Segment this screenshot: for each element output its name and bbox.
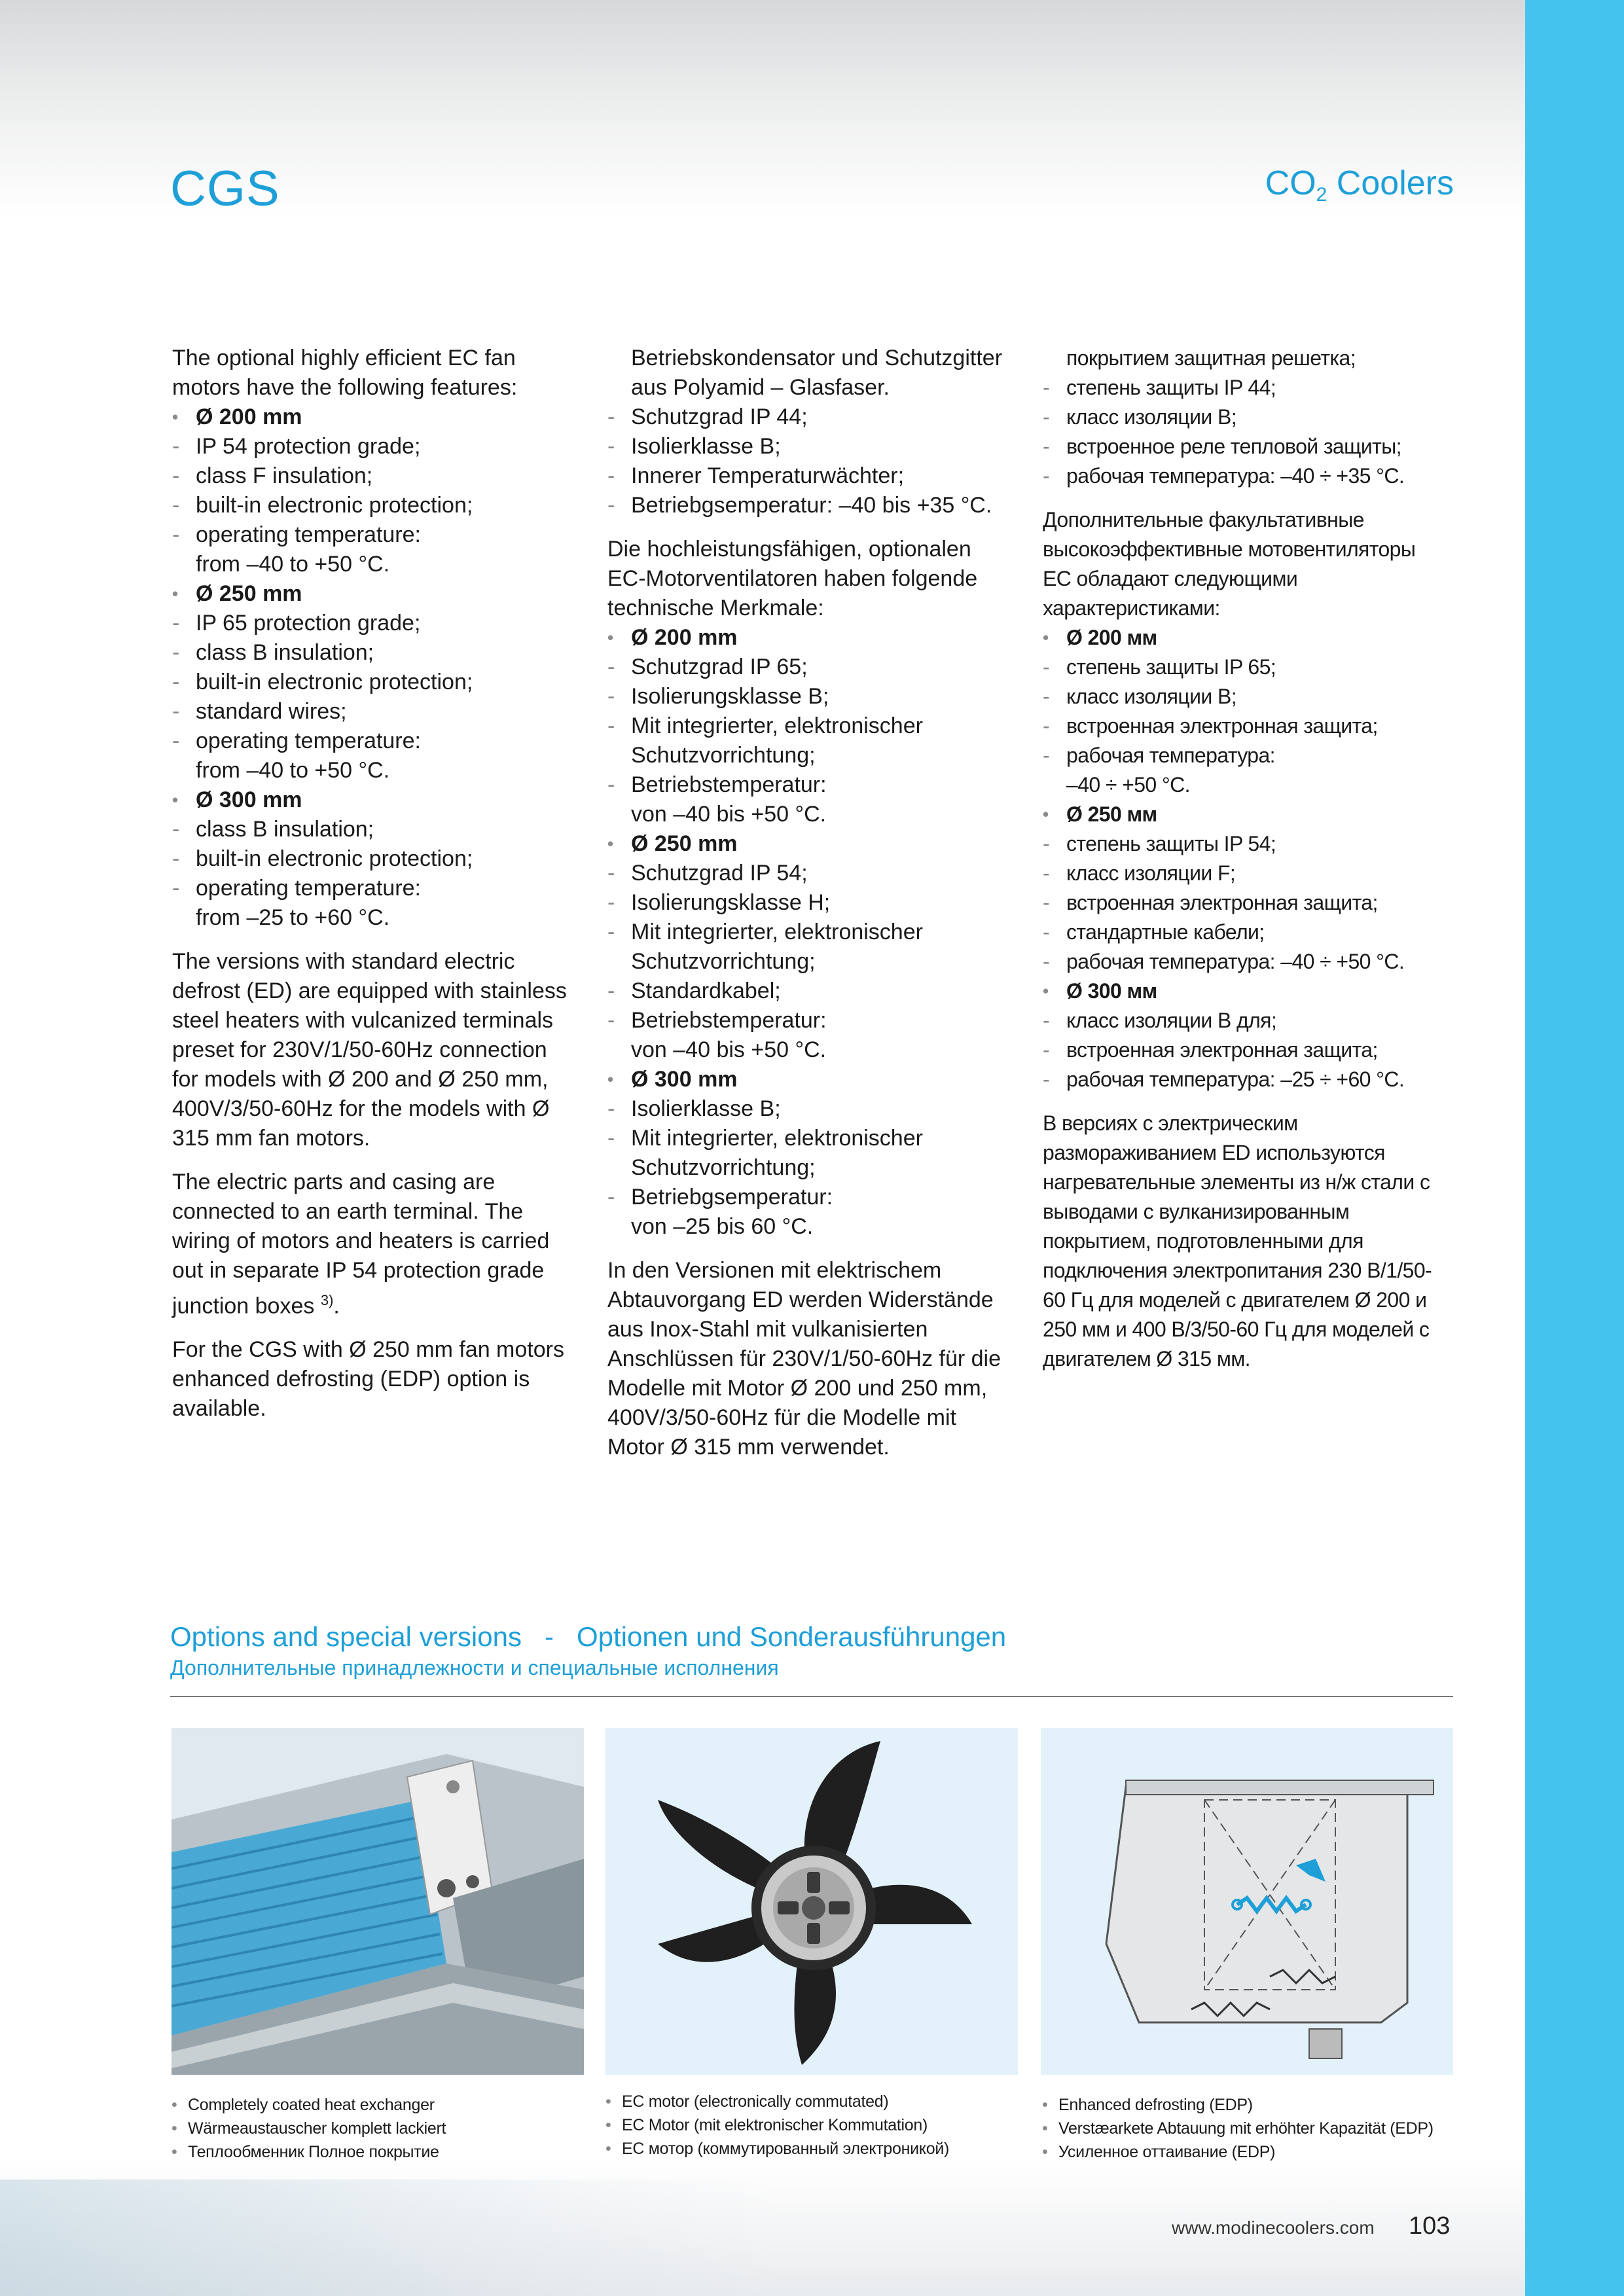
list-item-text: IP 54 protection grade;: [196, 434, 421, 459]
paragraph: In den Versionen mit elektrischem Abtauvorgang ED werden Widerstände aus Inox-Stahl mit vulkanisierten Anschlüssen für 230V/1/50-60Hz für die Modelle mit Motor Ø 200 und 250 mm, 400V/3/50-60Hz für die Modelle mit Motor Ø 315 mm verwendet.: [607, 1258, 1001, 1460]
list-item-text: Schutzgrad IP 65;: [631, 655, 808, 679]
list-item: [172, 874, 578, 903]
dash-icon: -: [172, 699, 180, 724]
list-item-text: class F insulation;: [196, 463, 373, 488]
list-item: [172, 815, 578, 844]
feature-list: [1043, 373, 1449, 491]
bullet-icon: •: [607, 1069, 614, 1089]
dash-icon: -: [607, 978, 615, 1003]
list-item: [607, 403, 1013, 432]
list-item: [1043, 859, 1449, 888]
caption-item: • Теплообменник Полное покрытие: [171, 2140, 584, 2164]
section-title-subscript: 2: [1316, 184, 1327, 206]
list-item-text: built-in electronic protection;: [196, 670, 473, 694]
defrost-diagram: [1041, 1728, 1453, 2075]
list-item: [172, 520, 578, 550]
list-item-text: Standardkabel;: [631, 978, 781, 1003]
heat-exchanger-illustration: [171, 1728, 584, 2075]
list-item-text: степень защиты IP 54;: [1066, 832, 1276, 855]
list-item: [607, 711, 1013, 741]
paragraph: The optional highly efficient EC fan motors have the following features:: [172, 346, 518, 400]
list-item: [607, 461, 1013, 491]
ec-fan-illustration: [605, 1728, 1018, 2075]
group-heading: Ø 250 mm: [196, 581, 302, 606]
dash-icon: -: [1043, 1067, 1050, 1091]
list-item: [607, 918, 1013, 947]
dash-icon: -: [1043, 1038, 1050, 1062]
dash-icon: -: [172, 493, 180, 518]
group-heading: Ø 200 мм: [1066, 626, 1157, 649]
paragraph-line: The electric parts and casing are connected to an earth terminal.: [172, 1170, 496, 1224]
list-item-text: Schutzvorrichtung;: [631, 1155, 816, 1180]
list-item-text: встроенная электронная защита;: [1066, 714, 1378, 738]
caption-item: • Verstæarkete Abtauung mit erhöhter Kapazität (EDP): [1042, 2117, 1454, 2140]
list-item-text: von –40 bis +50 °C.: [631, 802, 827, 827]
coated-heat-exchanger-image: [171, 1728, 584, 2075]
caption-item: • EC мотор (коммутированный электроникой): [605, 2137, 1018, 2161]
paragraph-line: The wiring of motors and heaters is carried out in separate IP 54 protection grade junction boxes: [172, 1199, 550, 1319]
dash-icon: -: [607, 1185, 615, 1210]
side-color-stripe: [1525, 0, 1624, 2296]
list-item-text: from –40 to +50 °C.: [196, 758, 390, 783]
bullet-icon: •: [607, 628, 614, 647]
list-item: [1043, 829, 1449, 859]
list-item: [1043, 711, 1449, 741]
list-item-text: рабочая температура:: [1066, 744, 1275, 767]
dash-icon: -: [607, 463, 615, 488]
dash-icon: -: [607, 920, 615, 944]
list-item-text: class B insulation;: [196, 640, 374, 665]
list-item-text: from –25 to +60 °C.: [196, 905, 390, 930]
bullet-icon: •: [1043, 981, 1049, 1001]
list-item: [1043, 432, 1449, 461]
dash-icon: -: [172, 611, 180, 636]
list-item-heading: [607, 1065, 1013, 1094]
dash-icon: -: [1043, 655, 1050, 679]
list-item-text: Mit integrierter, elektronischer: [631, 713, 923, 738]
caption-item: • Enhanced defrosting (EDP): [1042, 2093, 1454, 2117]
list-item: [1043, 461, 1449, 491]
dash-icon: -: [172, 728, 180, 753]
list-item-text: operating temperature:: [196, 522, 421, 547]
list-item-continuation: [172, 903, 578, 933]
paragraph-end: .: [333, 1293, 340, 1319]
list-item: [172, 432, 578, 461]
dash-icon: -: [172, 817, 180, 842]
caption-item: • Усиленное оттаивание (EDP): [1042, 2140, 1454, 2164]
dash-icon: -: [607, 493, 615, 518]
dash-icon: -: [172, 670, 180, 694]
list-item-text: –40 ÷ +50 °C.: [1066, 773, 1190, 797]
options-title: Options and special versions - Optionen und Sonderausführungen: [170, 1621, 1007, 1652]
list-item-heading: [1043, 623, 1449, 653]
dash-icon: -: [1043, 832, 1050, 855]
group-heading: Ø 200 mm: [631, 625, 738, 650]
list-item: [1043, 403, 1449, 432]
list-item-text: von –25 bis 60 °C.: [631, 1214, 814, 1239]
list-item: [172, 491, 578, 520]
dash-icon: -: [1043, 376, 1050, 399]
list-item: [1043, 1065, 1449, 1094]
list-item: [172, 697, 578, 726]
dash-icon: -: [172, 876, 180, 901]
list-item-heading: [172, 785, 578, 815]
list-item-text: класс изоляции B для;: [1066, 1009, 1277, 1032]
bullet-icon: •: [172, 407, 179, 427]
list-item-text: рабочая температура: –40 ÷ +35 °C.: [1066, 464, 1405, 488]
caption-item: • EC motor (electronically commutated): [605, 2090, 1018, 2113]
list-item-heading: [172, 579, 578, 609]
dash-icon: -: [1043, 435, 1050, 458]
list-item: [607, 770, 1013, 800]
caption-item: • Wärmeaustauscher komplett lackiert: [171, 2117, 584, 2140]
section-title-prefix: CO: [1265, 164, 1316, 202]
list-item-text: Schutzgrad IP 44;: [631, 404, 808, 429]
list-item: [1043, 373, 1449, 403]
list-item-heading: [607, 829, 1013, 859]
footer-website-link[interactable]: www.modinecoolers.com: [1172, 2217, 1375, 2238]
group-heading: Ø 300 mm: [196, 787, 302, 812]
list-item-text: Betriebgsemperatur: –40 bis +35 °C.: [631, 493, 992, 518]
list-item-continuation: [607, 1153, 1013, 1183]
dash-icon: -: [607, 1096, 615, 1121]
list-item-heading: [607, 623, 1013, 653]
list-item: [172, 844, 578, 874]
dash-icon: -: [607, 1008, 615, 1033]
dash-icon: -: [607, 404, 615, 429]
list-item: [607, 1183, 1013, 1212]
feature-list: [172, 403, 578, 933]
list-item: [172, 726, 578, 756]
list-item-text: Innerer Temperaturwächter;: [631, 463, 905, 488]
list-item-text: IP 65 protection grade;: [196, 611, 421, 636]
dash-icon: -: [607, 861, 615, 886]
list-item-text: Mit integrierter, elektronischer: [631, 1126, 923, 1151]
caption-list: [605, 2090, 1018, 2161]
group-heading: Ø 250 mm: [631, 831, 738, 856]
dash-icon: -: [607, 655, 615, 679]
caption-item: • Completely coated heat exchanger: [171, 2093, 584, 2117]
list-continuation: покрытием защитная решетка;: [1066, 346, 1356, 370]
column-russian: [1043, 344, 1449, 1388]
section-title-suffix: Coolers: [1327, 164, 1454, 202]
list-item-heading: [1043, 800, 1449, 829]
dash-icon: -: [1043, 744, 1050, 767]
paragraph: Дополнительные факультативные высокоэффективные мотовентиляторы EC обладают следующими характеристиками:: [1043, 508, 1416, 620]
list-item-text: класс изоляции F;: [1066, 861, 1236, 885]
list-item-text: Schutzgrad IP 54;: [631, 861, 808, 886]
list-item-text: operating temperature:: [196, 876, 421, 901]
bullet-icon: •: [172, 584, 179, 603]
feature-list: [607, 403, 1013, 520]
column-english: [172, 344, 578, 1438]
options-subtitle: Дополнительные принадлежности и специальные исполнения: [170, 1656, 779, 1679]
list-item: [607, 491, 1013, 520]
caption-item: • EC Motor (mit elektronischer Kommutation): [605, 2113, 1018, 2137]
feature-list: [607, 623, 1013, 1242]
dash-icon: -: [1043, 464, 1050, 488]
list-item: [1043, 741, 1449, 770]
list-item: [172, 609, 578, 638]
list-item-continuation: [607, 741, 1013, 770]
list-item: [1043, 653, 1449, 682]
list-item-text: класс изоляции B;: [1066, 405, 1237, 429]
list-item-continuation: [607, 800, 1013, 829]
list-item-text: built-in electronic protection;: [196, 493, 473, 518]
section-divider: [170, 1696, 1453, 1697]
list-item-text: from –40 to +50 °C.: [196, 552, 390, 577]
bullet-icon: •: [172, 790, 179, 810]
list-item-text: Mit integrierter, elektronischer: [631, 920, 923, 944]
list-item: [607, 653, 1013, 682]
list-item-text: class B insulation;: [196, 817, 374, 842]
list-item: [607, 859, 1013, 888]
footer-photo-fade: [0, 2179, 772, 2296]
dash-icon: -: [172, 463, 180, 488]
dash-icon: -: [607, 684, 615, 709]
dash-icon: -: [1043, 861, 1050, 885]
paragraph: [172, 1168, 578, 1321]
dash-icon: -: [172, 434, 180, 459]
dash-icon: -: [607, 1126, 615, 1151]
bullet-icon: •: [607, 834, 614, 853]
group-heading: Ø 250 мм: [1066, 802, 1157, 826]
list-item-continuation: [607, 1212, 1013, 1242]
paragraph: The versions with standard electric defrost (ED) are equipped with stainless steel heaters with vulcanized terminals preset for 230V/1/50-60Hz connection for models with Ø 200 and Ø 250 mm, 400V/3/50-60Hz for the models with Ø 315 mm fan motors.: [172, 949, 567, 1151]
list-item-continuation: [172, 550, 578, 579]
list-item-text: встроенная электронная защита;: [1066, 1038, 1378, 1062]
bullet-icon: •: [1043, 804, 1049, 824]
list-item-text: standard wires;: [196, 699, 347, 724]
list-item: [172, 461, 578, 491]
paragraph: Die hochleistungsfähigen, optionalen EC-Motorventilatoren haben folgende technische Merkmale:: [607, 537, 978, 620]
list-item-text: рабочая температура: –25 ÷ +60 °C.: [1066, 1067, 1405, 1091]
list-item-text: стандартные кабели;: [1066, 920, 1265, 944]
bullet-icon: •: [1043, 628, 1049, 647]
caption-list: [1042, 2093, 1454, 2164]
list-item-heading: [172, 403, 578, 432]
list-item: [607, 888, 1013, 918]
group-heading: Ø 200 mm: [196, 404, 302, 429]
list-item-text: степень защиты IP 65;: [1066, 655, 1276, 679]
list-item: [1043, 1035, 1449, 1065]
list-item: [1043, 888, 1449, 918]
list-item: [1043, 1006, 1449, 1035]
list-item-continuation: [172, 756, 578, 785]
enhanced-defrosting-image: [1041, 1728, 1453, 2075]
list-item-text: рабочая температура: –40 ÷ +50 °C.: [1066, 950, 1405, 973]
list-item: [607, 977, 1013, 1006]
list-item: [1043, 947, 1449, 977]
list-item: [607, 1094, 1013, 1124]
dash-icon: -: [1043, 685, 1050, 708]
list-item-text: von –40 bis +50 °C.: [631, 1037, 827, 1062]
dash-icon: -: [1043, 950, 1050, 973]
dash-icon: -: [1043, 891, 1050, 914]
list-item-text: Schutzvorrichtung;: [631, 743, 816, 768]
list-item-text: встроенная электронная защита;: [1066, 891, 1378, 914]
list-item: [1043, 682, 1449, 711]
caption-list: [171, 2093, 584, 2164]
list-item-text: степень защиты IP 44;: [1066, 376, 1276, 399]
list-item-continuation: [607, 947, 1013, 977]
footnote-marker: 3): [320, 1292, 334, 1308]
dash-icon: -: [172, 846, 180, 871]
paragraph: For the CGS with Ø 250 mm fan motors enhanced defrosting (EDP) option is available.: [172, 1337, 564, 1422]
dash-icon: -: [1043, 920, 1050, 944]
list-item-text: Schutzvorrichtung;: [631, 949, 816, 974]
list-item-text: Isolierklasse B;: [631, 434, 781, 459]
page-number: 103: [1409, 2212, 1451, 2240]
list-item: [607, 1006, 1013, 1035]
list-item-heading: [1043, 977, 1449, 1006]
dash-icon: -: [607, 890, 615, 915]
list-item: [607, 1124, 1013, 1153]
list-item-text: Isolierungsklasse H;: [631, 890, 831, 915]
dash-icon: -: [172, 640, 180, 665]
dash-icon: -: [1043, 1009, 1050, 1032]
list-item-text: Betriebgsemperatur:: [631, 1185, 833, 1210]
list-item-text: Betriebstemperatur:: [631, 772, 827, 797]
list-item-continuation: [1043, 770, 1449, 800]
list-item-continuation: [607, 1035, 1013, 1065]
dash-icon: -: [607, 772, 615, 797]
section-title: [1265, 164, 1454, 206]
list-item-text: Betriebstemperatur:: [631, 1008, 827, 1033]
ec-motor-image: [605, 1728, 1018, 2075]
dash-icon: -: [607, 434, 615, 459]
list-item: [607, 682, 1013, 711]
list-item-text: класс изоляции B;: [1066, 685, 1237, 708]
paragraph: В версиях с электрическим размораживанием ED используются нагревательные элементы из н/ж стали с выводами с вулканизированным покрытием, подготовленными для подключения электропитания 230 В/1/50-60 Гц для моделей с двигателем Ø 200 и 250 мм и 400 В/3/50-60 Гц для моделей с двигателем Ø 315 мм.: [1043, 1111, 1432, 1371]
list-item-text: Isolierklasse B;: [631, 1096, 781, 1121]
list-item: [607, 432, 1013, 461]
group-heading: Ø 300 мм: [1066, 979, 1157, 1003]
list-continuation: Betriebskondensator und Schutzgitter aus Polyamid – Glasfaser.: [631, 346, 1003, 400]
model-title: CGS: [170, 161, 280, 217]
list-item-text: Isolierungsklasse B;: [631, 684, 829, 709]
group-heading: Ø 300 mm: [631, 1067, 738, 1092]
dash-icon: -: [1043, 714, 1050, 738]
feature-list: [1043, 623, 1449, 1094]
list-item-text: operating temperature:: [196, 728, 421, 753]
dash-icon: -: [607, 713, 615, 738]
dash-icon: -: [172, 522, 180, 547]
column-german: [607, 344, 1013, 1477]
list-item-text: built-in electronic protection;: [196, 846, 473, 871]
list-item-text: встроенное реле тепловой защиты;: [1066, 435, 1401, 458]
list-item: [1043, 918, 1449, 947]
list-item: [172, 668, 578, 697]
dash-icon: -: [1043, 405, 1050, 429]
list-item: [172, 638, 578, 668]
